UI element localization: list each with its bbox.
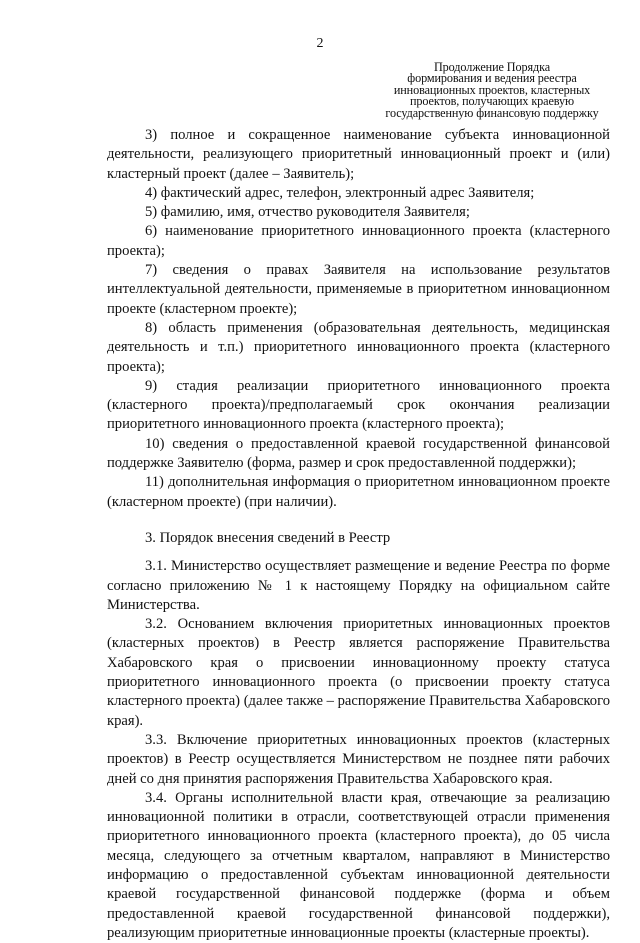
header-note-line: Продолжение Порядка bbox=[433, 60, 551, 74]
header-note-line: государственную финансовую поддержку bbox=[385, 105, 599, 120]
document-body bbox=[107, 126, 610, 943]
list-item: 10) сведения о предоставленной краевой государственной финансовой поддержке Заявителю (форма, размер и срок предоставленной поддержки); bbox=[107, 435, 610, 472]
list-item: 3) полное и сокращенное наименование субъекта инновационной деятельности, реализующего приоритетный инновационный проект и (или) кластерный проект (далее – Заявитель); bbox=[107, 127, 610, 182]
list-item: 6) наименование приоритетного инновационного проекта (кластерного проекта); bbox=[107, 223, 610, 259]
header-note-line: инновационных проектов, кластерных bbox=[393, 82, 591, 97]
header-note-line: проектов, получающих краевую bbox=[409, 94, 575, 109]
page-number: 2 bbox=[316, 36, 324, 51]
list-item: 11) дополнительная информация о приоритетном инновационном проекте (кластерном проекте) (при наличии). bbox=[107, 474, 610, 510]
section-paragraph: 3.2. Основанием включения приоритетных инновационных проектов (кластерных проектов) в Реестр является распоряжение Правительства Хабаровского края о присвоении инновационному проекту статуса приоритетного инновационного проекта (о присвоении проекту статуса кластерного проекта) (далее также – распоряжение Правительства Хабаровского края). bbox=[107, 616, 610, 729]
header-note-line: формирования и ведения реестра bbox=[407, 71, 577, 86]
list-item: 9) стадия реализации приоритетного инновационного проекта (кластерного проекта)/предполагаемый срок окончания реализации приоритетного инновационного проекта (кластерного проекта); bbox=[107, 377, 610, 433]
section-paragraph: 3.3. Включение приоритетных инновационных проектов (кластерных проектов) в Реестр осуществляется Министерством не позднее пяти рабочих дней со дня принятия распоряжения Правительства Хабаровского края. bbox=[107, 731, 610, 787]
list-item: 5) фамилию, имя, отчество руководителя Заявителя; bbox=[145, 204, 470, 221]
list-item: 8) область применения (образовательная деятельность, медицинская деятельность и т.п.) приоритетного инновационного проекта (кластерного проекта); bbox=[107, 319, 610, 375]
header-note bbox=[376, 62, 608, 119]
list-item: 4) фактический адрес, телефон, электронный адрес Заявителя; bbox=[145, 184, 535, 201]
section-heading: 3. Порядок внесения сведений в Реестр bbox=[145, 529, 391, 546]
list-item: 7) сведения о правах Заявителя на использование результатов интеллектуальной деятельности, применяемые в приоритетном инновационном проекте (кластерном проекте); bbox=[107, 262, 610, 317]
section-paragraph: 3.1. Министерство осуществляет размещение и ведение Реестра по форме согласно приложению № 1 к настоящему Порядку на официальном сайте Министерства. bbox=[107, 558, 610, 613]
section-paragraph: 3.4. Органы исполнительной власти края, отвечающие за реализацию инновационной политики в отрасли, соответствующей отрасли применения приоритетного инновационного проекта (кластерного проекта), до 05 числа месяца, следующего за отчетным кварталом, направляют в Министерство информацию о предоставленной субъектам инновационной деятельности краевой государственной финансовой поддержке (форма и объем предоставленной краевой государственной финансовой поддержки), реализующим приоритетные инновационные проекты (кластерные проекты). bbox=[107, 789, 610, 941]
